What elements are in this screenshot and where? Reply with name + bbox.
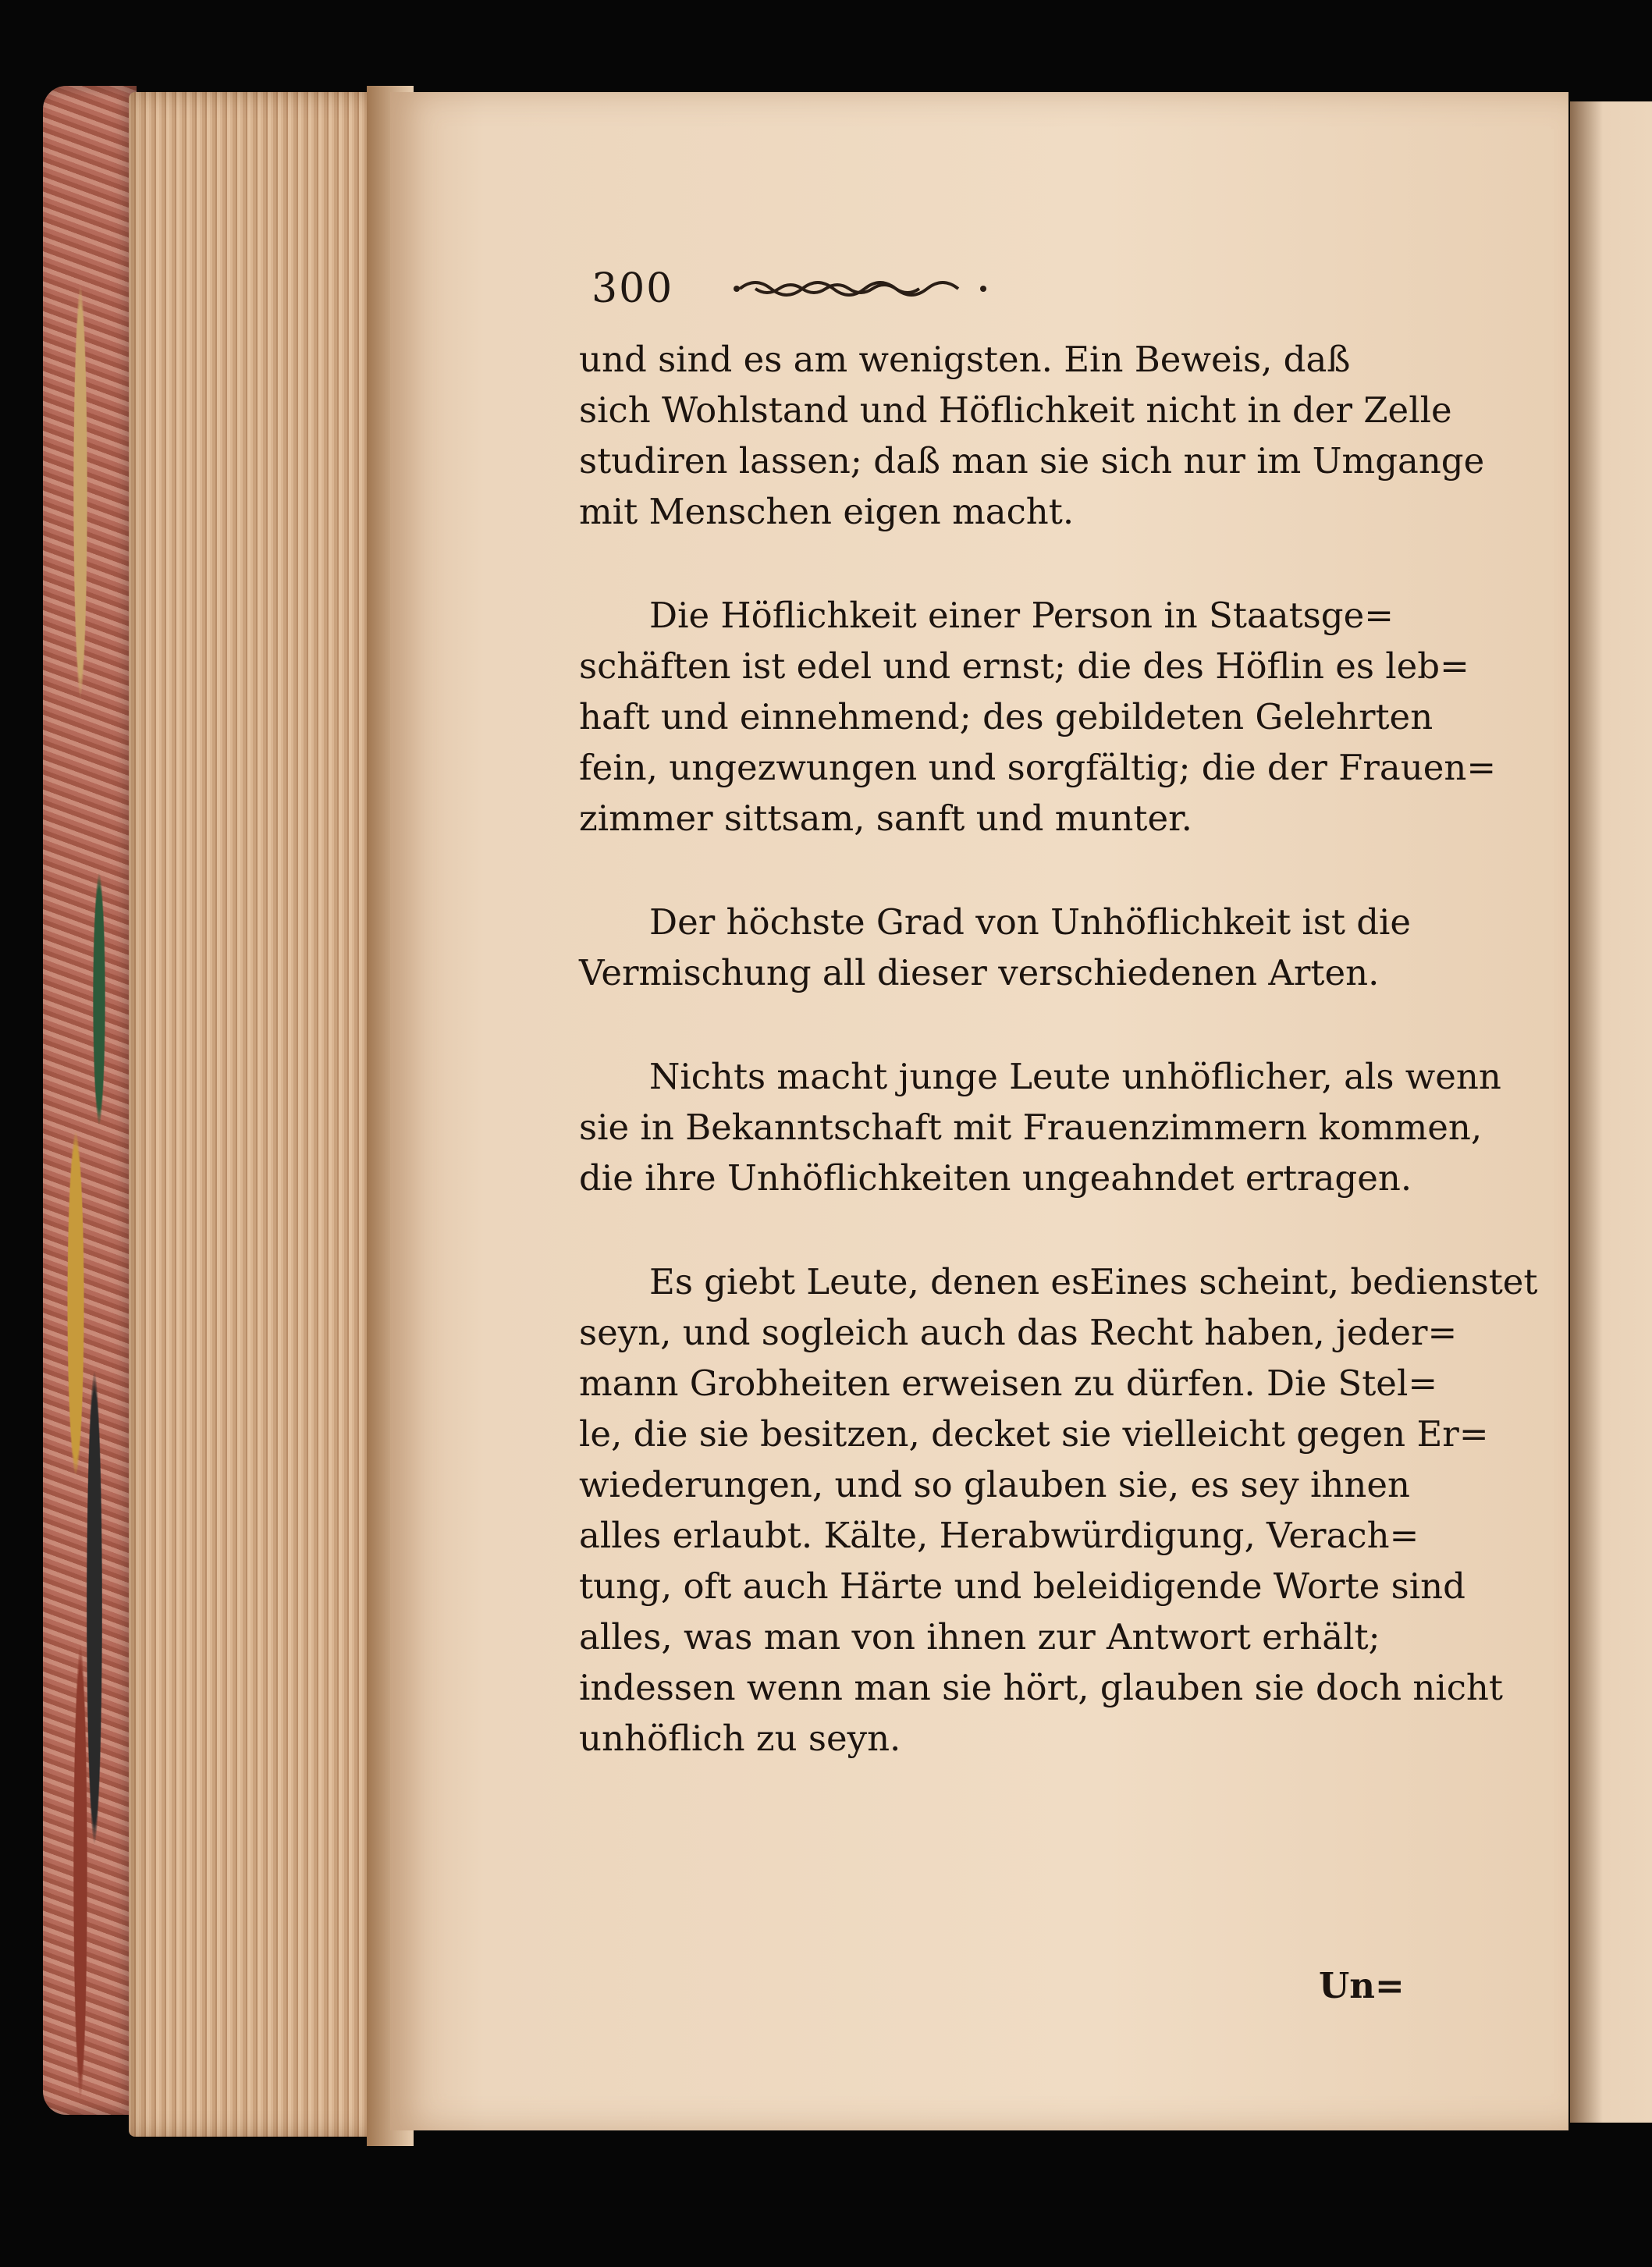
body-text [579, 334, 1538, 1817]
paragraph-1 [579, 334, 1485, 537]
page-number: 300 [592, 265, 674, 312]
ornament-icon [732, 273, 989, 304]
text-line: Nichts macht junge Leute unhöflicher, als wenn [649, 1056, 1501, 1097]
text-line: le, die sie besitzen, decket sie vielleicht gegen Er= [579, 1413, 1489, 1455]
paragraph-4 [579, 1051, 1501, 1203]
text-line: tung, oft auch Härte und beleidigende Worte sind [579, 1565, 1465, 1607]
paragraph-2 [579, 590, 1497, 844]
text-line: fein, ungezwungen und sorgfältig; die der Frauen= [579, 747, 1497, 788]
text-line: sich Wohlstand und Höflichkeit nicht in der Zelle [579, 389, 1452, 431]
text-line: Es giebt Leute, denen esEines scheint, bedienstet [649, 1261, 1538, 1302]
text-line: mann Grobheiten erweisen zu dürfen. Die Stel= [579, 1363, 1438, 1404]
text-line: studiren lassen; daß man sie sich nur im Umgange [579, 440, 1485, 481]
text-line: Vermischung all dieser verschiedenen Arten. [579, 952, 1380, 993]
text-line: haft und einnehmend; des gebildeten Gelehrten [579, 696, 1434, 737]
text-line: unhöflich zu seyn. [579, 1718, 901, 1759]
text-line: Die Höflichkeit einer Person in Staatsge= [649, 595, 1394, 636]
text-line: und sind es am wenigsten. Ein Beweis, daß [579, 339, 1351, 380]
text-line: die ihre Unhöflichkeiten ungeahndet ertragen. [579, 1157, 1412, 1199]
paragraph-5 [579, 1256, 1538, 1764]
text-line: mit Menschen eigen macht. [579, 491, 1075, 532]
catchword: Un= [1319, 1965, 1405, 2006]
facing-page-edge [1570, 101, 1652, 2123]
text-line: Der höchste Grad von Unhöflichkeit ist die [649, 901, 1412, 943]
text-line: seyn, und sogleich auch das Recht haben, jeder= [579, 1312, 1458, 1353]
text-line: schäften ist edel und ernst; die des Höflin es leb= [579, 645, 1469, 687]
text-line: sie in Bekanntschaft mit Frauenzimmern kommen, [579, 1107, 1483, 1148]
text-line: zimmer sittsam, sanft und munter. [579, 798, 1192, 839]
page-edges [129, 92, 378, 2137]
paragraph-3 [579, 897, 1453, 998]
page-header [592, 261, 1161, 316]
text-line: alles, was man von ihnen zur Antwort erhält; [579, 1616, 1380, 1658]
text-line: alles erlaubt. Kälte, Herabwürdigung, Verach= [579, 1515, 1419, 1556]
text-line: indessen wenn man sie hört, glauben sie doch nicht [579, 1667, 1503, 1708]
marbled-cover [43, 86, 137, 2115]
text-line: wiederungen, und so glauben sie, es sey ihnen [579, 1464, 1410, 1505]
